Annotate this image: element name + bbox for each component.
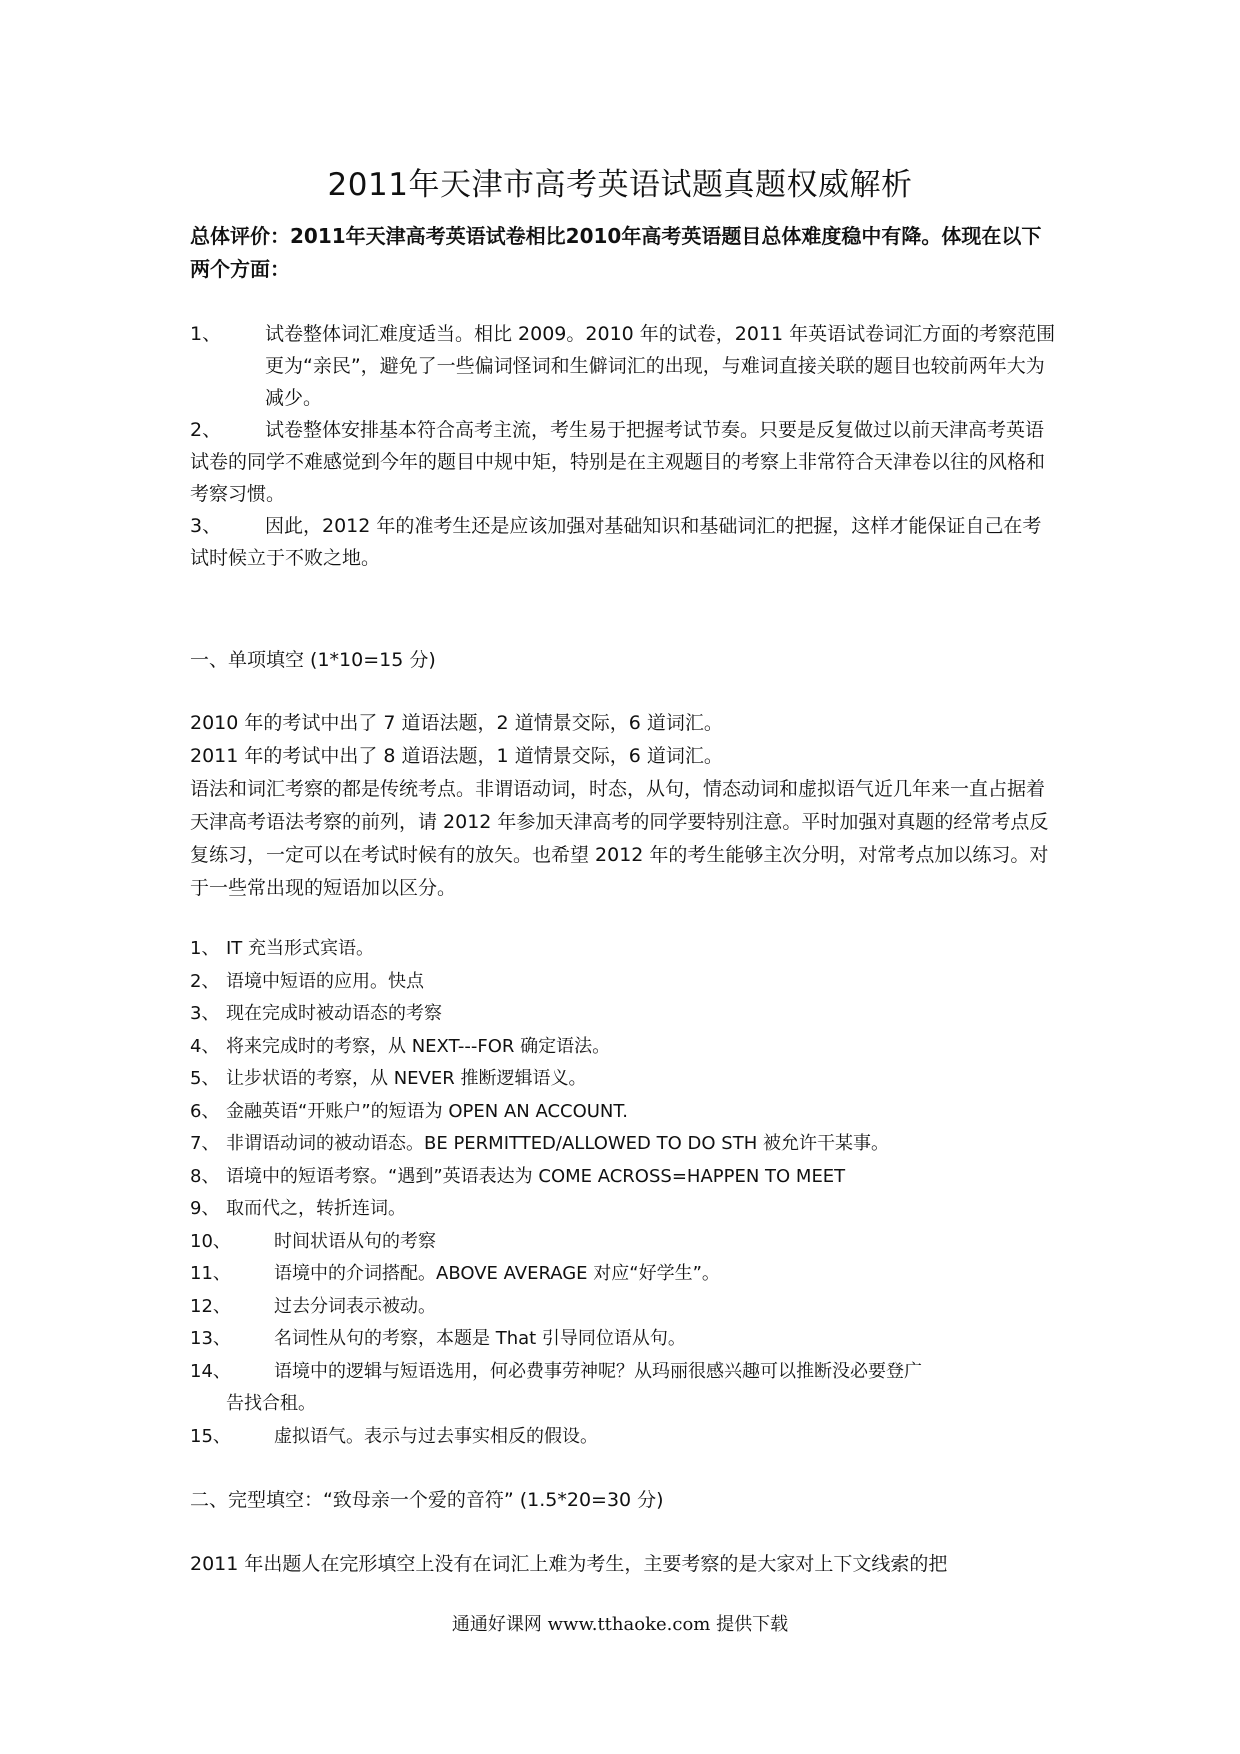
list-item (190, 1421, 1060, 1454)
list-item (190, 1031, 1060, 1064)
list-item (190, 1063, 1060, 1096)
list-item (190, 933, 1060, 966)
list-item (190, 510, 1060, 574)
item-text: IT 充当形式宾语。 (226, 938, 375, 959)
item-text: 语境中的短语考察。“遇到”英语表达为 COME ACROSS=HAPPEN TO MEET (226, 1165, 846, 1187)
item-number: 3、 (190, 515, 222, 537)
item-number: 2、 (190, 970, 220, 992)
page-title: 2011年天津市高考英语试题真题权威解析 (327, 167, 913, 203)
item-text-continued: 告找合租。 (226, 1393, 316, 1414)
evaluation-points-3 (190, 510, 1060, 574)
item-number: 4、 (190, 1035, 220, 1057)
item-text: 现在完成时被动语态的考察 (226, 1003, 442, 1024)
item-number: 2、 (190, 419, 222, 441)
list-item (190, 1323, 1060, 1356)
item-text: 虚拟语气。表示与过去事实相反的假设。 (274, 1425, 598, 1447)
item-number: 7、 (190, 1133, 220, 1154)
item-text: 时间状语从句的考察 (274, 1230, 436, 1252)
list-item (190, 318, 1060, 414)
list-item (190, 414, 1060, 510)
item-number: 9、 (190, 1198, 220, 1219)
item-number: 13、 (190, 1328, 231, 1349)
summary-text: 总体评价：2011年天津高考英语试卷相比2010年高考英语题目总体难度稳中有降。体现在以下两个方面： (190, 224, 1042, 281)
list-item (190, 1226, 1060, 1259)
paragraph: 2011 年的考试中出了 8 道语法题，1 道情景交际，6 道词汇。 (190, 745, 723, 767)
item-number: 1、 (190, 323, 222, 345)
list-item (190, 1291, 1060, 1324)
list-item (190, 1356, 1060, 1421)
item-number: 14、 (190, 1360, 231, 1382)
item-number: 5、 (190, 1068, 220, 1089)
list-item (190, 1193, 1060, 1226)
list-item (190, 1128, 1060, 1161)
list-item (190, 1096, 1060, 1129)
item-text: 语境中短语的应用。快点 (226, 970, 424, 992)
paragraph: 2010 年的考试中出了 7 道语法题，2 道情景交际，6 道词汇。 (190, 712, 723, 734)
list-item (190, 1161, 1060, 1194)
item-text: 金融英语“开账户”的短语为 OPEN AN ACCOUNT. (226, 1100, 628, 1122)
item-text: 名词性从句的考察，本题是 That 引导同位语从句。 (274, 1328, 686, 1349)
section1-paragraphs (190, 707, 1060, 905)
list-item (190, 998, 1060, 1031)
item-number: 12、 (190, 1295, 231, 1317)
question-notes-list (190, 933, 1060, 1453)
item-text: 试卷整体词汇难度适当。相比 2009。2010 年的试卷，2011 年英语试卷词汇方面的考察范围更为“亲民”，避免了一些偏词怪词和生僻词汇的出现，与难词直接关联的题目也较前两年大为减少。 (265, 323, 1056, 409)
item-number: 3、 (190, 1003, 220, 1024)
item-text: 因此，2012 年的准考生还是应该加强对基础知识和基础词汇的把握，这样才能保证自己在考试时候立于不败之地。 (190, 515, 1042, 569)
item-text: 让步状语的考察，从 NEVER 推断逻辑语义。 (226, 1068, 587, 1089)
item-text: 非谓语动词的被动语态。BE PERMITTED/ALLOWED TO DO STH 被允许干某事。 (226, 1133, 889, 1154)
item-number: 8、 (190, 1165, 220, 1187)
section-heading-single-choice: 一、单项填空 (1*10=15 分) (190, 649, 436, 671)
item-number: 15、 (190, 1425, 231, 1447)
section-heading-cloze: 二、完型填空：“致母亲一个爱的音符” (1.5*20=30 分) (190, 1489, 664, 1511)
item-text: 取而代之，转折连词。 (226, 1198, 406, 1219)
item-text: 将来完成时的考察，从 NEXT---FOR 确定语法。 (226, 1035, 611, 1057)
item-number: 11、 (190, 1263, 231, 1284)
item-text: 过去分词表示被动。 (274, 1295, 436, 1317)
item-text: 语境中的逻辑与短语选用，何必费事劳神呢？从玛丽很感兴趣可以推断没必要登广 (274, 1360, 922, 1382)
section2-paragraph: 2011 年出题人在完形填空上没有在词汇上难为考生，主要考察的是大家对上下文线索的把 (190, 1553, 948, 1575)
list-item (190, 966, 1060, 999)
item-number: 1、 (190, 938, 220, 959)
evaluation-points (190, 318, 1060, 414)
item-number: 6、 (190, 1100, 220, 1122)
item-number: 10、 (190, 1230, 231, 1252)
page-footer: 通通好课网 www.tthaoke.com 提供下载 (451, 1614, 789, 1635)
item-text: 语境中的介词搭配。ABOVE AVERAGE 对应“好学生”。 (274, 1263, 720, 1284)
paragraph: 语法和词汇考察的都是传统考点。非谓语动词，时态，从句，情态动词和虚拟语气近几年来一直占据着天津高考语法考察的前列，请 2012 年参加天津高考的同学要特别注意。平时加强对真题的经常考点反复练习，一定可以在考试时候有的放矢。也希望 2012 年的考生能够主次分明，对常考点加以练习。对于一些常出现的短语加以区分。 (190, 778, 1049, 899)
evaluation-points-2 (190, 414, 1060, 510)
item-text: 试卷整体安排基本符合高考主流，考生易于把握考试节奏。只要是反复做过以前天津高考英语试卷的同学不难感觉到今年的题目中规中矩，特别是在主观题目的考察上非常符合天津卷以往的风格和考察习惯。 (190, 419, 1046, 505)
list-item (190, 1258, 1060, 1291)
